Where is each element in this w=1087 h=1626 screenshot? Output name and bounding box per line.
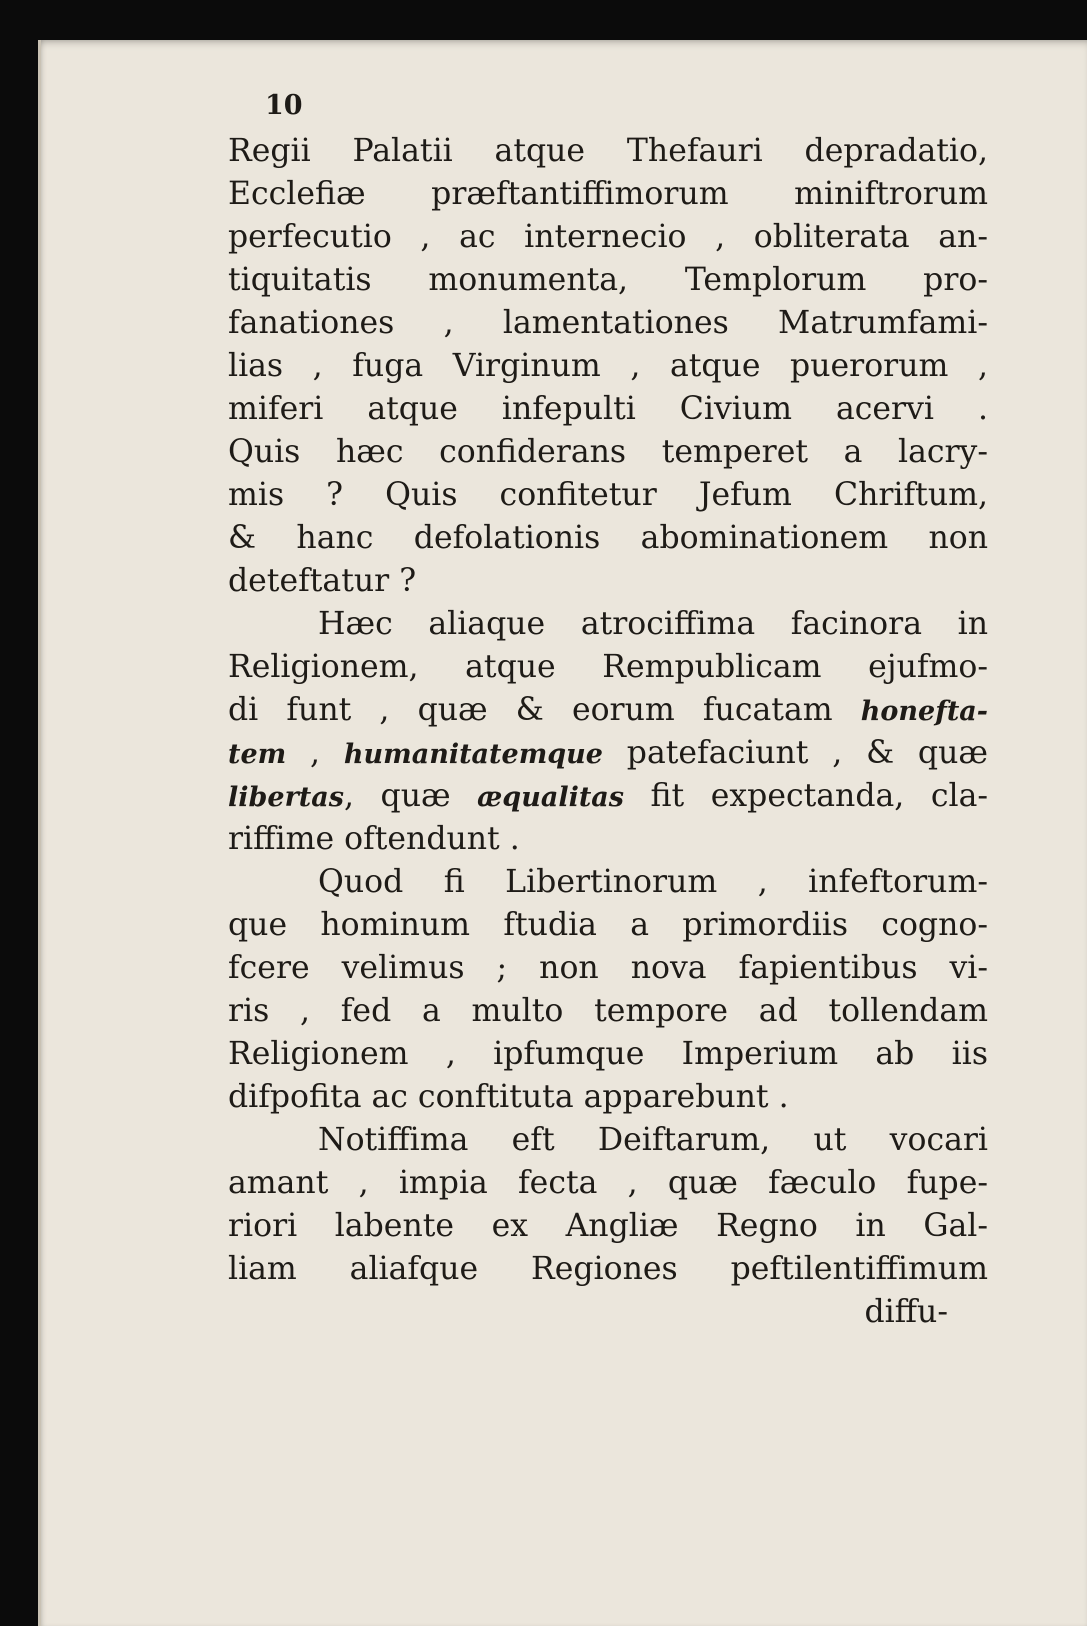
text-line: deteftatur ? bbox=[228, 563, 417, 599]
page-number: 10 bbox=[265, 90, 303, 121]
page-edge bbox=[38, 40, 41, 1626]
text-line bbox=[228, 732, 988, 775]
italic-word: æqualitas bbox=[477, 782, 624, 813]
text-segment: , bbox=[286, 735, 344, 771]
text-segment: patefaciunt , & quæ bbox=[602, 735, 988, 771]
text-line: fcere velimus ; non nova fapientibus vi- bbox=[228, 950, 988, 986]
page-text bbox=[228, 130, 988, 1334]
text-line: liam aliafque Regiones peftilentiffimum bbox=[228, 1251, 988, 1287]
text-line: perfecutio , ac internecio , obliterata an- bbox=[228, 219, 988, 255]
text-line: tiquitatis monumenta, Templorum pro- bbox=[228, 262, 988, 298]
text-line: Regii Palatii atque Thefauri depradatio, bbox=[228, 133, 988, 169]
text-line: Hæc aliaque atrociffima facinora in bbox=[318, 606, 988, 642]
paragraph-4 bbox=[228, 1119, 988, 1291]
paragraph-3 bbox=[228, 861, 988, 1119]
catchword: diffu- bbox=[864, 1294, 948, 1330]
text-line: riori labente ex Angliæ Regno in Gal- bbox=[228, 1208, 988, 1244]
text-segment: fit expectanda, cla- bbox=[624, 778, 988, 814]
paragraph-2 bbox=[228, 603, 988, 861]
italic-word: tem bbox=[228, 739, 287, 770]
italic-word: humanitatemque bbox=[343, 739, 603, 770]
text-line: mis ? Quis confitetur Jefum Chriftum, bbox=[228, 477, 988, 513]
text-line: Quod fi Libertinorum , infeftorum- bbox=[318, 864, 988, 900]
italic-word: honefta- bbox=[860, 696, 989, 727]
text-line: Religionem, atque Rempublicam ejufmo- bbox=[228, 649, 988, 685]
text-line: & hanc defolationis abominationem non bbox=[228, 520, 988, 556]
text-line bbox=[228, 689, 988, 732]
paragraph-1 bbox=[228, 130, 988, 603]
text-line: miferi atque infepulti Civium acervi . bbox=[228, 391, 988, 427]
text-line: riffime oftendunt . bbox=[228, 821, 520, 857]
italic-word: libertas bbox=[228, 782, 344, 813]
text-line: que hominum ftudia a primordiis cogno- bbox=[228, 907, 988, 943]
text-line: lias , fuga Virginum , atque puerorum , bbox=[228, 348, 988, 384]
text-line: amant , impia fecta , quæ fæculo fupe- bbox=[228, 1165, 988, 1201]
text-line: Quis hæc confiderans temperet a lacry- bbox=[228, 434, 988, 470]
text-line: Notiffima eft Deiftarum, ut vocari bbox=[318, 1122, 988, 1158]
text-segment: di funt , quæ & eorum fucatam bbox=[228, 692, 833, 728]
text-line: difpofita ac conftituta apparebunt . bbox=[228, 1079, 789, 1115]
text-line: ris , fed a multo tempore ad tollendam bbox=[228, 993, 988, 1029]
text-segment: , quæ bbox=[343, 778, 478, 814]
text-line bbox=[228, 775, 988, 818]
text-line: Religionem , ipfumque Imperium ab iis bbox=[228, 1036, 988, 1072]
text-line: fanationes , lamentationes Matrumfami- bbox=[228, 305, 988, 341]
text-line: Ecclefiæ præftantiffimorum miniftrorum bbox=[228, 176, 988, 212]
